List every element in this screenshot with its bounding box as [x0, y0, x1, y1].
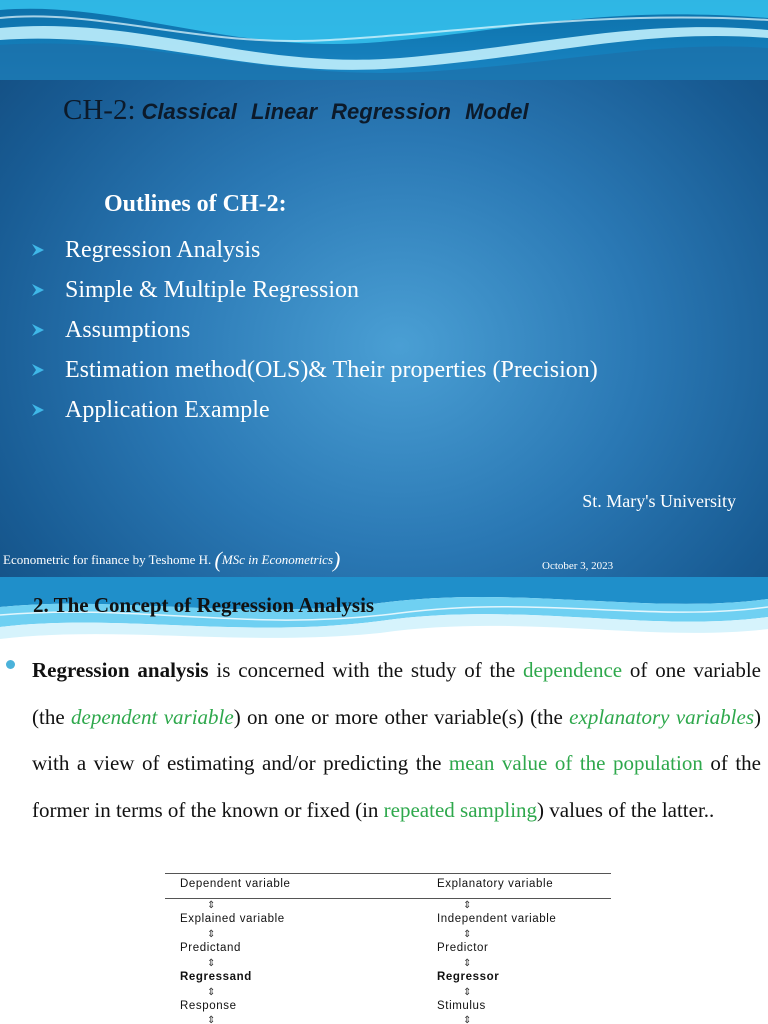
university-name: St. Mary's University	[582, 491, 736, 511]
equivalence-icon: ⇕	[463, 900, 472, 911]
table-header	[165, 873, 611, 899]
header-explanatory: Explanatory variable	[437, 878, 554, 890]
paragraph-text: of one variable (the	[32, 658, 761, 729]
equiv-row	[165, 1015, 611, 1024]
outline-item-label: Simple & Multiple Regression	[65, 276, 359, 303]
outline-item-label: Assumptions	[65, 316, 191, 343]
table-cell: Independent variable	[437, 913, 557, 925]
table-row	[165, 913, 611, 927]
outline-list	[30, 230, 598, 430]
highlight-dependent-variable: dependent variable	[71, 704, 234, 729]
equivalence-icon: ⇕	[463, 958, 472, 969]
table-row	[165, 942, 611, 956]
equivalence-icon: ⇕	[207, 987, 216, 998]
bullet-dot-icon	[6, 660, 15, 669]
equivalence-icon: ⇕	[463, 929, 472, 940]
table-cell: Explained variable	[180, 913, 285, 925]
footer-paren-close: )	[333, 547, 341, 572]
section-title: 2. The Concept of Regression Analysis	[33, 593, 375, 617]
arrow-bullet-icon	[30, 322, 65, 338]
highlight-mean-value: mean value of the population	[448, 751, 703, 775]
paragraph-text: is concerned with the study of the	[208, 658, 523, 682]
equivalence-icon: ⇕	[207, 900, 216, 911]
outline-item	[30, 230, 598, 270]
equiv-row	[165, 958, 611, 972]
table-cell: Response	[180, 1000, 237, 1012]
arrow-bullet-icon	[30, 282, 65, 298]
table-row	[165, 1000, 611, 1014]
footer-qualification: MSc in Econometrics	[221, 552, 334, 567]
highlight-dependence: dependence	[523, 658, 623, 682]
footer-author: Econometric for finance by Teshome H.	[3, 552, 212, 567]
outline-item	[30, 390, 598, 430]
outline-item-label: Application Example	[65, 396, 270, 423]
outline-item	[30, 270, 598, 310]
equivalence-icon: ⇕	[207, 1015, 216, 1024]
table-cell: Predictor	[437, 942, 489, 954]
arrow-bullet-icon	[30, 402, 65, 418]
equivalence-icon: ⇕	[207, 958, 216, 969]
highlight-explanatory-variables: explanatory variables	[569, 704, 754, 729]
outline-item-label: Estimation method(OLS)& Their properties (Precision)	[65, 356, 598, 383]
footer-paren-open: (	[214, 547, 222, 572]
table-cell: Predictand	[180, 942, 241, 954]
outline-item	[30, 350, 598, 390]
outline-item	[30, 310, 598, 350]
terminology-table	[165, 873, 611, 1024]
header-dependent: Dependent variable	[180, 878, 291, 890]
slide-footer	[3, 547, 340, 573]
arrow-bullet-icon	[30, 242, 65, 258]
definition-paragraph	[32, 647, 761, 833]
paragraph-text: ) on one or more other variable(s) (the	[233, 704, 570, 729]
equivalence-icon: ⇕	[463, 987, 472, 998]
term-regression-analysis: Regression analysis	[32, 658, 209, 682]
equiv-row	[165, 900, 611, 914]
paragraph-text: of the former in terms of the known or fixed (in	[32, 751, 761, 822]
highlight-repeated-sampling: repeated sampling	[383, 797, 538, 822]
chapter-title: Classical Linear Regression Model	[141, 99, 529, 124]
table-row	[165, 971, 611, 985]
decorative-wave-banner	[0, 0, 768, 80]
table-cell: Regressand	[180, 971, 252, 983]
outline-heading: Outlines of CH-2:	[104, 191, 287, 217]
equivalence-icon: ⇕	[207, 929, 216, 940]
paragraph-text: ) with a view of estimating and/or predicting the	[32, 704, 761, 775]
paragraph-text: ) values of the latter..	[537, 797, 715, 822]
slide-title	[63, 94, 529, 127]
equiv-row	[165, 987, 611, 1001]
arrow-bullet-icon	[30, 362, 65, 378]
slide-date: October 3, 2023	[542, 560, 614, 572]
equiv-row	[165, 929, 611, 943]
table-cell: Regressor	[437, 971, 500, 983]
content-slide	[0, 577, 768, 1024]
chapter-prefix: CH-2:	[63, 94, 136, 126]
table-cell: Stimulus	[437, 1000, 486, 1012]
outline-item-label: Regression Analysis	[65, 236, 261, 263]
equivalence-icon: ⇕	[463, 1015, 472, 1024]
